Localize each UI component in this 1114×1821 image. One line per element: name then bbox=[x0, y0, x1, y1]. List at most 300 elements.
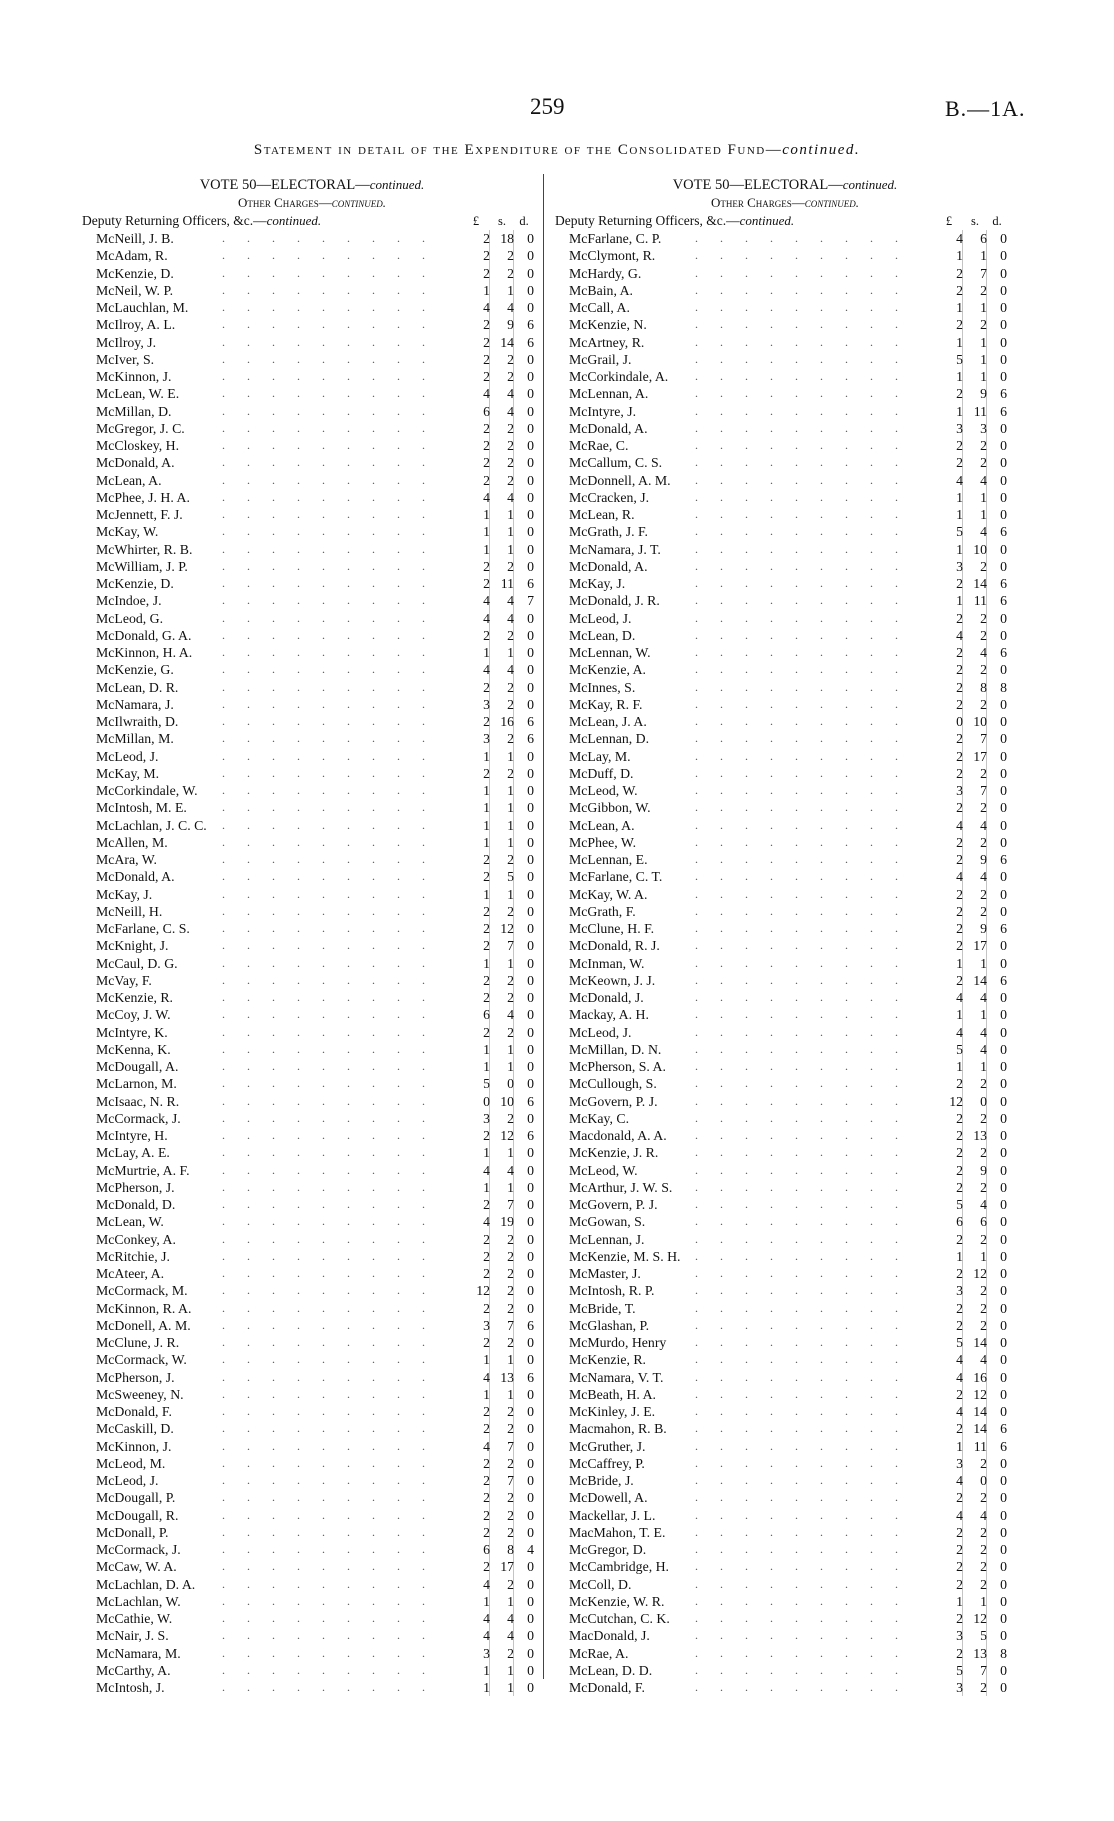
leader-dots: ......... bbox=[695, 972, 920, 987]
amount bbox=[462, 1248, 542, 1265]
amount bbox=[462, 1127, 542, 1144]
pence-value: 0 bbox=[1000, 420, 1007, 436]
officer-name: McCormack, J. bbox=[96, 1542, 181, 1557]
amount bbox=[935, 627, 1015, 644]
pence-value: 0 bbox=[527, 852, 534, 867]
shillings-value: 2 bbox=[980, 438, 987, 453]
section-heading bbox=[82, 212, 542, 230]
officer-name: McGrath, J. F. bbox=[569, 524, 648, 540]
amount bbox=[935, 1265, 1015, 1282]
officer-name: McLeod, W. bbox=[569, 783, 638, 798]
officer-name: McLean, W. E. bbox=[96, 386, 180, 402]
shillings-value: 7 bbox=[507, 1473, 514, 1488]
shillings-value: 5 bbox=[507, 869, 514, 885]
amount bbox=[935, 1455, 1015, 1472]
pounds-value: 1 bbox=[483, 1680, 490, 1695]
amount bbox=[462, 1455, 542, 1472]
pence-value: 0 bbox=[527, 1076, 534, 1092]
table-row bbox=[555, 247, 1015, 264]
pence-value: 0 bbox=[527, 990, 534, 1005]
amount bbox=[462, 592, 542, 609]
shillings-value: 11 bbox=[973, 593, 987, 609]
table-row bbox=[555, 1265, 1015, 1282]
shillings-value: 14 bbox=[973, 1404, 987, 1419]
pounds-value: 2 bbox=[956, 645, 963, 660]
leader-dots: ......... bbox=[222, 1283, 447, 1298]
table-row bbox=[555, 523, 1015, 540]
shillings-value: 2 bbox=[507, 765, 514, 781]
shillings-value: 4 bbox=[507, 610, 514, 626]
officer-name: McIntyre, J. bbox=[569, 403, 637, 419]
amount bbox=[462, 334, 542, 351]
table-row bbox=[82, 730, 542, 747]
officer-name: McDonald, F. bbox=[96, 1404, 172, 1419]
officer-name: McLeod, G. bbox=[96, 610, 164, 626]
amount-column-rule bbox=[513, 230, 514, 1696]
pounds-value: 1 bbox=[956, 593, 963, 609]
pounds-value: 1 bbox=[483, 1386, 490, 1402]
officer-name: McLachlan, J. C. C. bbox=[96, 817, 207, 833]
shillings-value: 12 bbox=[500, 1128, 514, 1143]
pounds-value: 1 bbox=[483, 886, 490, 902]
pounds-value: 2 bbox=[483, 679, 490, 695]
currency-header bbox=[462, 212, 542, 230]
pounds-value: 2 bbox=[956, 834, 963, 850]
pounds-value: 4 bbox=[956, 472, 963, 488]
shillings-value: 2 bbox=[980, 1559, 987, 1575]
table-row bbox=[82, 834, 542, 851]
table-row bbox=[555, 558, 1015, 575]
leader-dots: ......... bbox=[695, 1248, 920, 1263]
pence-value: 0 bbox=[527, 1179, 534, 1195]
amount bbox=[935, 817, 1015, 834]
leader-dots: ......... bbox=[222, 1404, 447, 1418]
table-row bbox=[555, 955, 1015, 972]
officer-name: McAdam, R. bbox=[96, 248, 168, 264]
pounds-value: 2 bbox=[956, 1421, 963, 1437]
shillings-value: 1 bbox=[507, 1352, 514, 1368]
amount bbox=[935, 1662, 1015, 1679]
shillings-value: 1 bbox=[507, 1593, 514, 1609]
shillings-value: 1 bbox=[507, 645, 514, 660]
leader-dots: ......... bbox=[222, 1231, 447, 1246]
leader-dots: ......... bbox=[695, 1283, 920, 1298]
leader-dots: ......... bbox=[695, 265, 920, 280]
table-row bbox=[82, 817, 542, 834]
amount bbox=[462, 1662, 542, 1679]
officer-name: McLachlan, W. bbox=[96, 1593, 181, 1609]
shillings-value: 7 bbox=[980, 731, 987, 747]
pence-value: 0 bbox=[1000, 1076, 1007, 1092]
table-row bbox=[82, 661, 542, 678]
amount bbox=[935, 1351, 1015, 1368]
pence-value: 0 bbox=[1000, 662, 1007, 678]
pounds-value: 2 bbox=[956, 1386, 963, 1402]
amount bbox=[462, 1213, 542, 1230]
leader-dots: ......... bbox=[695, 1455, 920, 1470]
pence-value: 0 bbox=[527, 472, 534, 488]
shillings-value: 9 bbox=[980, 386, 987, 402]
column-divider bbox=[543, 174, 544, 1679]
leader-dots: ......... bbox=[222, 1352, 447, 1367]
pounds-value: 1 bbox=[956, 541, 963, 557]
leader-dots: ......... bbox=[222, 921, 447, 935]
pounds-value: 1 bbox=[956, 334, 963, 350]
pence-value: 0 bbox=[527, 1386, 534, 1402]
officer-name: McClune, H. F. bbox=[569, 921, 655, 936]
leader-dots: ......... bbox=[222, 1490, 447, 1505]
shillings-value: 14 bbox=[973, 576, 987, 591]
amount bbox=[935, 316, 1015, 333]
pence-value: 6 bbox=[1000, 921, 1007, 936]
table-row bbox=[555, 385, 1015, 402]
officer-name: McDonald, J. R. bbox=[569, 593, 660, 609]
amount bbox=[935, 748, 1015, 765]
shillings-value: 2 bbox=[980, 1283, 987, 1299]
pence-value: 0 bbox=[1000, 817, 1007, 833]
shillings-header: s. bbox=[971, 214, 979, 228]
shillings-value: 9 bbox=[980, 1162, 987, 1178]
shillings-value: 1 bbox=[980, 955, 987, 971]
table-row bbox=[82, 1386, 542, 1403]
officer-name: McWilliam, J. P. bbox=[96, 558, 188, 574]
table-row bbox=[82, 1282, 542, 1299]
amount bbox=[462, 1351, 542, 1368]
shillings-value: 4 bbox=[980, 1507, 987, 1523]
amount bbox=[462, 1317, 542, 1334]
leader-dots: ......... bbox=[695, 783, 920, 797]
pence-value: 0 bbox=[527, 300, 534, 315]
pounds-value: 1 bbox=[483, 507, 490, 522]
table-row bbox=[555, 282, 1015, 299]
pence-value: 0 bbox=[527, 248, 534, 264]
leader-dots: ......... bbox=[695, 1179, 920, 1194]
leader-dots: ......... bbox=[695, 903, 920, 918]
shillings-value: 6 bbox=[980, 231, 987, 246]
shillings-value: 2 bbox=[980, 1110, 987, 1126]
amount bbox=[462, 1265, 542, 1282]
table-row bbox=[82, 282, 542, 299]
table-row bbox=[82, 1093, 542, 1110]
officer-name: McCoy, J. W. bbox=[96, 1007, 171, 1023]
officer-name: McDougall, P. bbox=[96, 1490, 176, 1506]
vote-title: VOTE 50—ELECTORAL— bbox=[199, 177, 370, 193]
table-row bbox=[82, 1610, 542, 1627]
pounds-value: 2 bbox=[956, 317, 963, 333]
table-row bbox=[555, 1403, 1015, 1420]
pence-value: 0 bbox=[1000, 1507, 1007, 1523]
amount bbox=[935, 1420, 1015, 1437]
officer-name: McBain, A. bbox=[569, 282, 633, 298]
pence-value: 0 bbox=[1000, 1559, 1007, 1575]
table-row bbox=[555, 1369, 1015, 1386]
table-row bbox=[555, 489, 1015, 506]
pence-value: 0 bbox=[1000, 938, 1007, 954]
pounds-value: 5 bbox=[956, 1197, 963, 1212]
shillings-value: 4 bbox=[980, 1197, 987, 1212]
leader-dots: ......... bbox=[222, 1680, 447, 1694]
leader-dots: ......... bbox=[695, 1300, 920, 1315]
pence-value: 0 bbox=[1000, 886, 1007, 902]
amount bbox=[462, 817, 542, 834]
pounds-value: 2 bbox=[483, 921, 490, 936]
pounds-value: 1 bbox=[956, 300, 963, 315]
table-row bbox=[555, 765, 1015, 782]
officer-name: McLennan, D. bbox=[569, 731, 650, 747]
pence-value: 0 bbox=[527, 1455, 534, 1471]
shillings-value: 17 bbox=[973, 748, 987, 764]
leader-dots: ......... bbox=[695, 1490, 920, 1505]
officer-name: McPherson, J. bbox=[96, 1369, 175, 1385]
pence-value: 6 bbox=[527, 576, 534, 591]
pence-value: 0 bbox=[1000, 1680, 1007, 1695]
pence-value: 7 bbox=[527, 593, 534, 609]
amount bbox=[462, 1438, 542, 1455]
shillings-value: 2 bbox=[507, 369, 514, 384]
pounds-value: 2 bbox=[483, 231, 490, 246]
amount bbox=[935, 1058, 1015, 1075]
amount bbox=[462, 1645, 542, 1662]
officer-name: McLennan, E. bbox=[569, 852, 648, 867]
table-row bbox=[555, 972, 1015, 989]
table-row bbox=[82, 679, 542, 696]
table-row bbox=[555, 1334, 1015, 1351]
officer-name: Mackellar, J. L. bbox=[569, 1507, 656, 1523]
table-row bbox=[82, 748, 542, 765]
pounds-value: 1 bbox=[483, 1662, 490, 1678]
shillings-value: 2 bbox=[507, 558, 514, 574]
pence-value: 0 bbox=[527, 1524, 534, 1540]
pence-value: 6 bbox=[1000, 645, 1007, 660]
shillings-value: 2 bbox=[980, 1455, 987, 1471]
leader-dots: ......... bbox=[222, 1110, 447, 1125]
amount bbox=[462, 1541, 542, 1558]
shillings-value: 4 bbox=[980, 817, 987, 833]
pence-value: 0 bbox=[1000, 1317, 1007, 1333]
shillings-value: 2 bbox=[980, 1542, 987, 1557]
pence-value: 0 bbox=[1000, 834, 1007, 850]
pence-value: 0 bbox=[527, 1283, 534, 1299]
leader-dots: ......... bbox=[222, 1662, 447, 1677]
officer-name: McKay, J. bbox=[569, 576, 626, 591]
shillings-value: 4 bbox=[507, 1162, 514, 1178]
pence-value: 0 bbox=[1000, 765, 1007, 781]
pounds-value: 1 bbox=[956, 1007, 963, 1023]
leader-dots: ......... bbox=[222, 1128, 447, 1142]
leader-dots: ......... bbox=[695, 1507, 920, 1522]
amount bbox=[935, 230, 1015, 247]
leader-dots: ......... bbox=[222, 541, 447, 556]
amount bbox=[462, 782, 542, 799]
table-row bbox=[555, 851, 1015, 868]
pence-value: 0 bbox=[1000, 1214, 1007, 1230]
pounds-value: 5 bbox=[956, 1662, 963, 1678]
shillings-value: 7 bbox=[507, 938, 514, 954]
officer-name: McIntosh, J. bbox=[96, 1680, 165, 1695]
leader-dots: ......... bbox=[222, 438, 447, 452]
pounds-value: 2 bbox=[956, 282, 963, 298]
leader-dots: ......... bbox=[695, 472, 920, 487]
shillings-value: 2 bbox=[980, 696, 987, 712]
table-row bbox=[82, 799, 542, 816]
leader-dots: ......... bbox=[695, 1473, 920, 1487]
leader-dots: ......... bbox=[695, 1024, 920, 1039]
pence-value: 6 bbox=[1000, 576, 1007, 591]
amount bbox=[935, 1507, 1015, 1524]
shillings-value: 2 bbox=[980, 903, 987, 919]
statement-continued: continued. bbox=[782, 142, 861, 158]
pence-value: 0 bbox=[1000, 955, 1007, 971]
table-row bbox=[555, 437, 1015, 454]
table-row bbox=[555, 1317, 1015, 1334]
officer-name: McAllen, M. bbox=[96, 834, 168, 850]
leader-dots: ......... bbox=[695, 610, 920, 625]
pounds-value: 2 bbox=[956, 455, 963, 471]
amount bbox=[462, 316, 542, 333]
pence-value: 0 bbox=[1000, 1576, 1007, 1592]
table-row bbox=[555, 1489, 1015, 1506]
pence-value: 0 bbox=[1000, 1231, 1007, 1247]
pounds-value: 2 bbox=[483, 558, 490, 574]
shillings-header: s. bbox=[498, 214, 506, 228]
pounds-value: 4 bbox=[956, 1352, 963, 1368]
shillings-value: 17 bbox=[973, 938, 987, 954]
pounds-value: 1 bbox=[956, 1438, 963, 1454]
table-row bbox=[82, 1455, 542, 1472]
pounds-value: 2 bbox=[956, 972, 963, 988]
officer-name: McClymont, R. bbox=[569, 248, 656, 264]
amount bbox=[935, 1024, 1015, 1041]
amount bbox=[462, 1093, 542, 1110]
pounds-value: 2 bbox=[483, 765, 490, 781]
leader-dots: ......... bbox=[222, 1145, 447, 1160]
table-row bbox=[82, 1489, 542, 1506]
amount bbox=[935, 1593, 1015, 1610]
officer-name: McGruther, J. bbox=[569, 1438, 646, 1454]
shillings-value: 8 bbox=[980, 679, 987, 695]
shillings-value: 14 bbox=[973, 1335, 987, 1350]
officer-name: McDonald, D. bbox=[96, 1197, 176, 1212]
table-row bbox=[555, 506, 1015, 523]
officer-name: McInman, W. bbox=[569, 955, 645, 971]
leader-dots: ......... bbox=[222, 317, 447, 332]
leader-dots: ......... bbox=[222, 1197, 447, 1211]
leader-dots: ......... bbox=[695, 1645, 920, 1660]
pounds-value: 1 bbox=[483, 541, 490, 557]
pence-value: 4 bbox=[527, 1542, 534, 1557]
pence-value: 6 bbox=[1000, 852, 1007, 867]
officer-name: McDonald, G. A. bbox=[96, 627, 192, 643]
table-row bbox=[555, 403, 1015, 420]
officer-name: McLeod, J. bbox=[569, 1024, 632, 1040]
leader-dots: ......... bbox=[695, 1007, 920, 1022]
officer-name: McConkey, A. bbox=[96, 1231, 176, 1247]
table-row bbox=[555, 1627, 1015, 1644]
pence-value: 0 bbox=[527, 265, 534, 281]
pence-value: 0 bbox=[527, 1507, 534, 1523]
other-charges-continued: continued. bbox=[804, 195, 860, 210]
leader-dots: ......... bbox=[222, 489, 447, 504]
officer-name: McKenzie, R. bbox=[96, 990, 174, 1005]
leader-dots: ......... bbox=[222, 852, 447, 866]
amount bbox=[462, 299, 542, 316]
officer-name: McDuff, D. bbox=[569, 765, 634, 781]
pence-value: 0 bbox=[1000, 748, 1007, 764]
officer-name: McKenzie, J. R. bbox=[569, 1145, 659, 1161]
officer-name: MacDonald, J. bbox=[569, 1628, 650, 1644]
table-row bbox=[555, 420, 1015, 437]
pence-value: 6 bbox=[527, 1317, 534, 1333]
pence-value: 0 bbox=[1000, 317, 1007, 333]
officer-name: McRae, A. bbox=[569, 1645, 629, 1661]
pounds-value: 2 bbox=[483, 1404, 490, 1419]
pence-value: 6 bbox=[1000, 1421, 1007, 1437]
section-heading bbox=[555, 212, 1015, 230]
officer-name: McIndoe, J. bbox=[96, 593, 162, 609]
amount bbox=[462, 765, 542, 782]
table-row bbox=[555, 299, 1015, 316]
officer-name: McIntyre, K. bbox=[96, 1024, 168, 1040]
table-row bbox=[82, 1041, 542, 1058]
pounds-value: 2 bbox=[956, 748, 963, 764]
pounds-value: 4 bbox=[483, 489, 490, 505]
table-row bbox=[82, 1403, 542, 1420]
pounds-value: 4 bbox=[483, 1162, 490, 1178]
shillings-value: 4 bbox=[507, 1611, 514, 1626]
leader-dots: ......... bbox=[695, 576, 920, 590]
amount bbox=[462, 748, 542, 765]
table-row bbox=[555, 1024, 1015, 1041]
leader-dots: ......... bbox=[695, 1559, 920, 1574]
amount bbox=[935, 799, 1015, 816]
amount bbox=[935, 782, 1015, 799]
leader-dots: ......... bbox=[222, 610, 447, 625]
officer-name: McBride, J. bbox=[569, 1473, 634, 1488]
table-row bbox=[82, 368, 542, 385]
pence-value: 0 bbox=[527, 558, 534, 574]
pence-value: 0 bbox=[1000, 783, 1007, 798]
officer-name: McSweeney, N. bbox=[96, 1386, 184, 1402]
officer-name: McCambridge, H. bbox=[569, 1559, 670, 1575]
amount bbox=[462, 1386, 542, 1403]
leader-dots: ......... bbox=[222, 1300, 447, 1315]
pence-value: 0 bbox=[527, 541, 534, 557]
pounds-value: 2 bbox=[483, 576, 490, 591]
amount bbox=[935, 886, 1015, 903]
shillings-value: 1 bbox=[980, 1248, 987, 1264]
pounds-value: 2 bbox=[956, 662, 963, 678]
shillings-value: 19 bbox=[500, 1214, 514, 1230]
officer-name: McDonald, J. bbox=[569, 990, 644, 1005]
pence-value: 0 bbox=[527, 282, 534, 298]
leader-dots: ......... bbox=[222, 1593, 447, 1608]
pence-value: 0 bbox=[1000, 1593, 1007, 1609]
shillings-value: 16 bbox=[500, 714, 514, 729]
table-row bbox=[555, 368, 1015, 385]
amount bbox=[462, 1679, 542, 1696]
table-row bbox=[555, 1593, 1015, 1610]
amount bbox=[935, 1162, 1015, 1179]
table-row bbox=[82, 385, 542, 402]
leader-dots: ......... bbox=[222, 696, 447, 711]
amount bbox=[462, 472, 542, 489]
pence-value: 0 bbox=[527, 1404, 534, 1419]
table-row bbox=[82, 1110, 542, 1127]
table-row bbox=[82, 299, 542, 316]
pounds-value: 2 bbox=[956, 438, 963, 453]
pounds-value: 2 bbox=[483, 1266, 490, 1281]
leader-dots: ......... bbox=[695, 1197, 920, 1211]
